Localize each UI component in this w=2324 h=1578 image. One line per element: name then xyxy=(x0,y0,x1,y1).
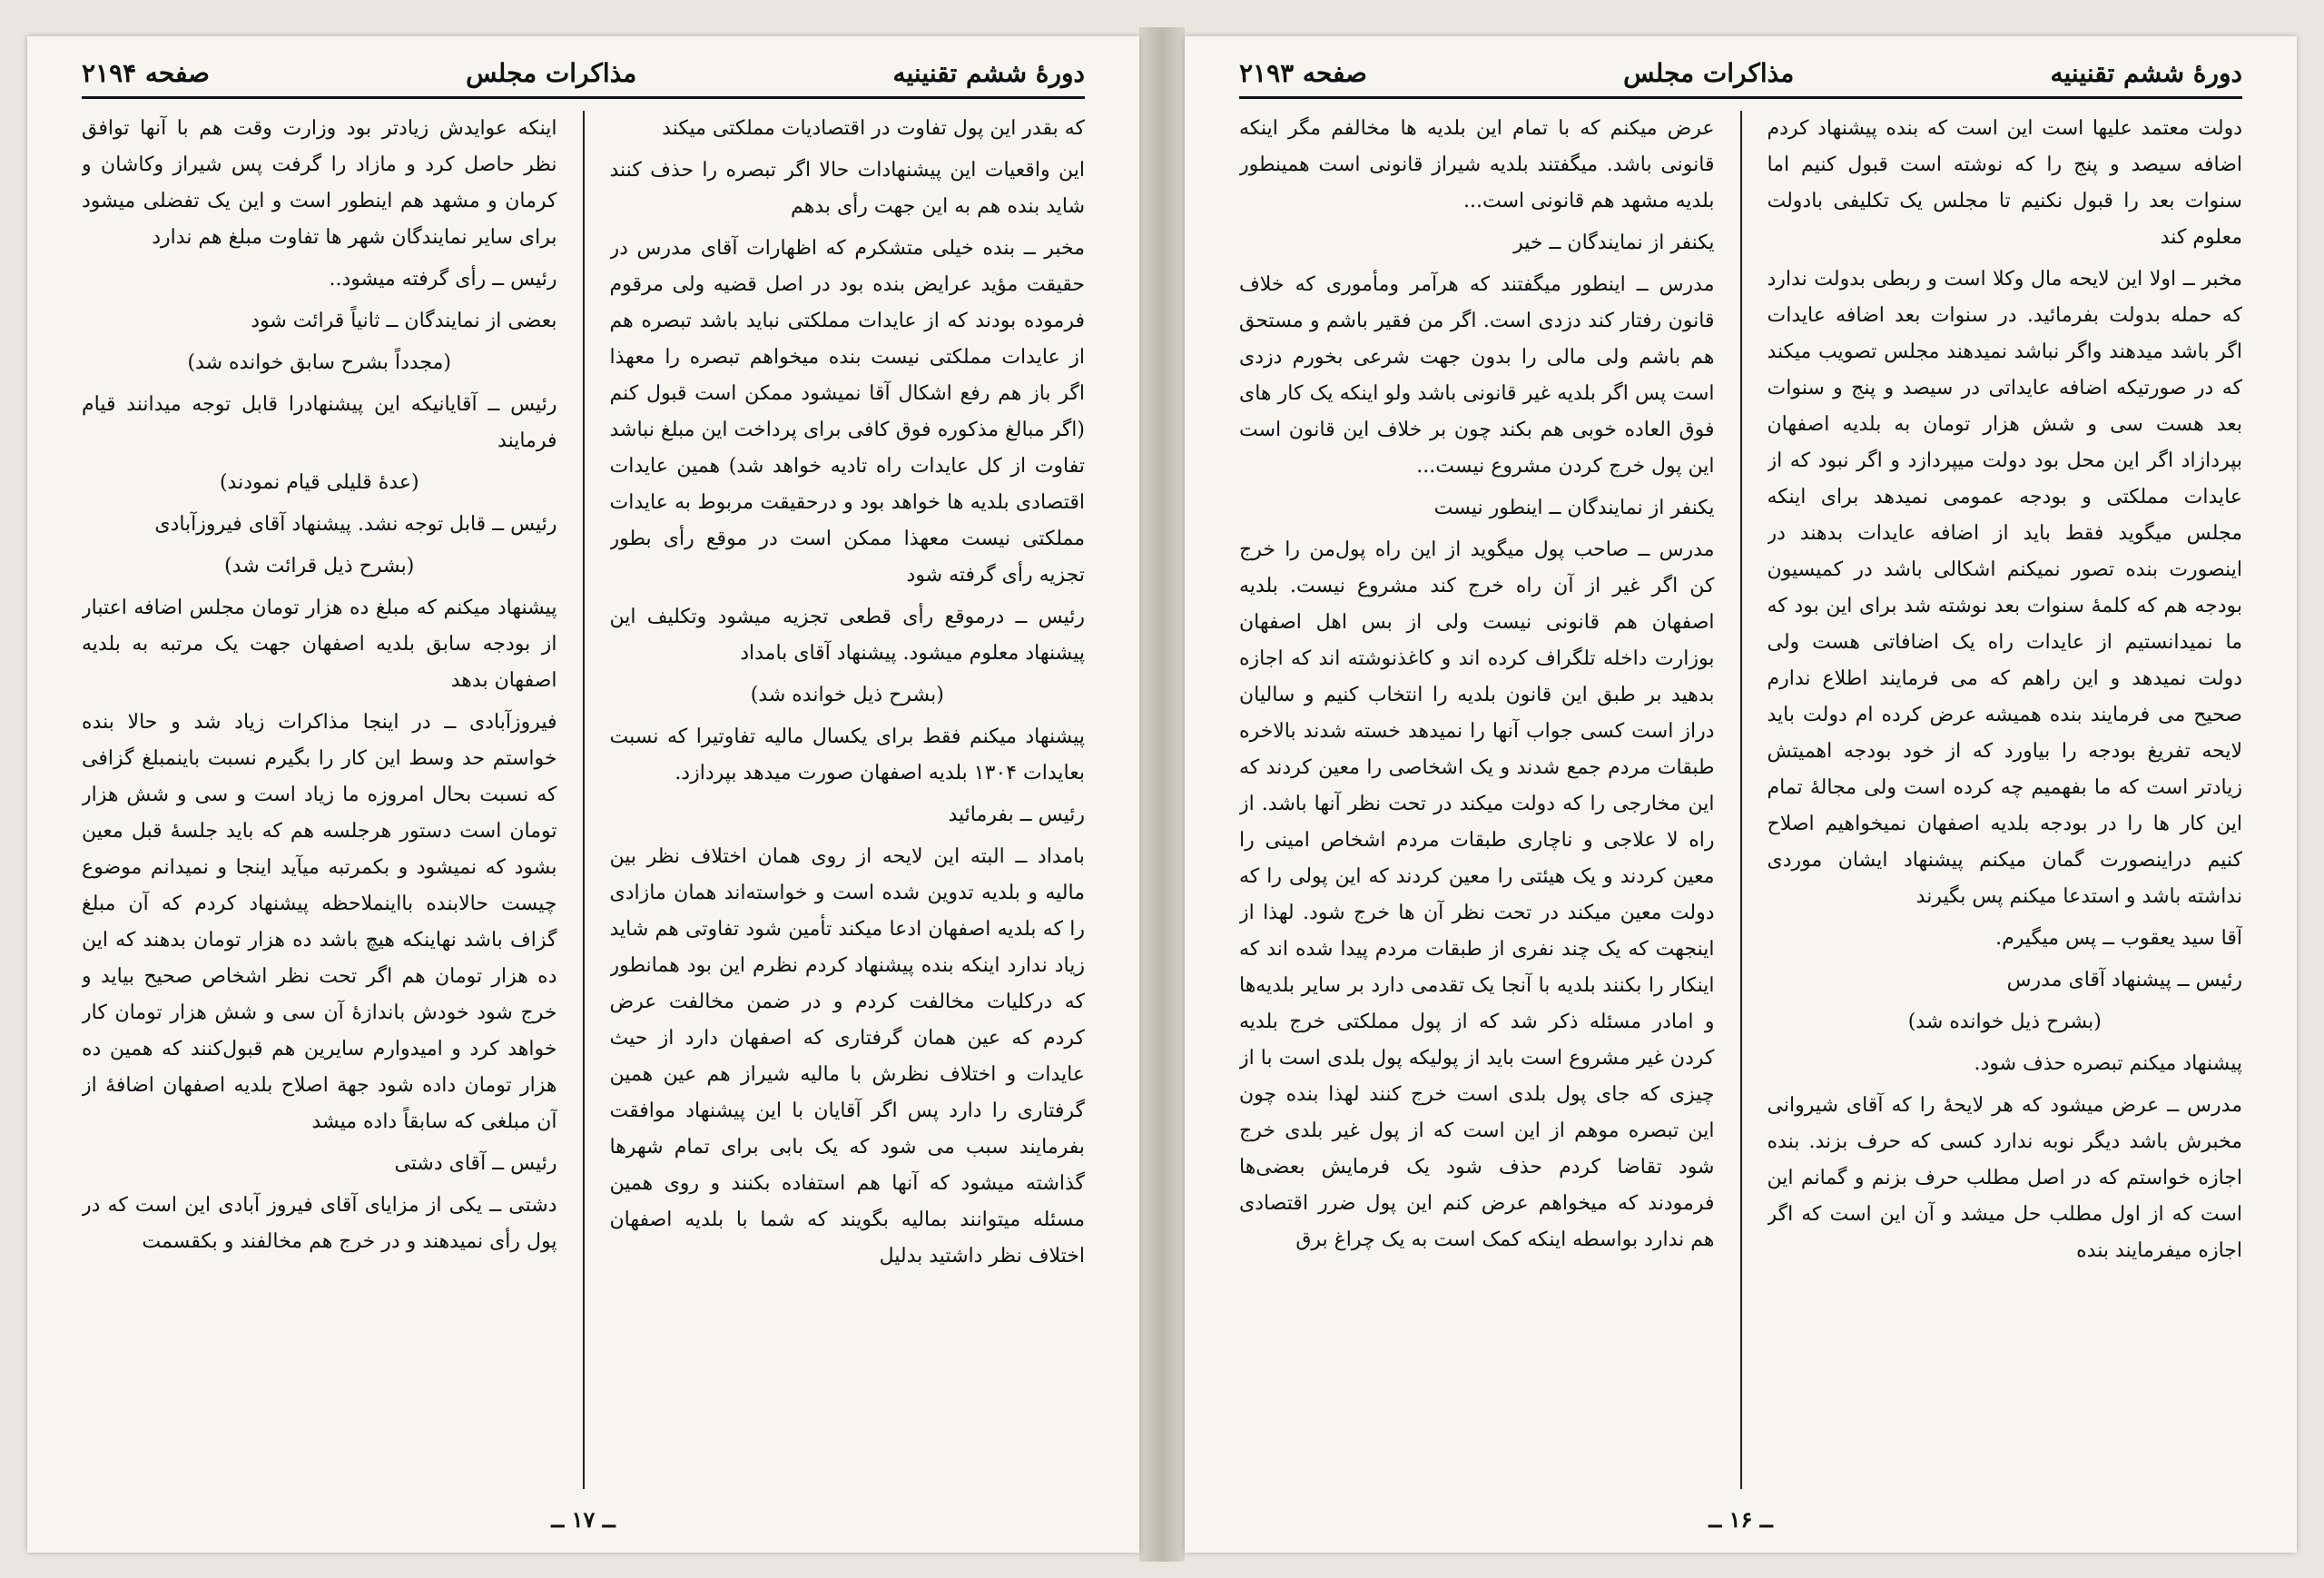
paragraph: بامداد ــ البته این لایحه از روی همان اختلاف نظر بین مالیه و بلدیه تدوین شده است و خواسته‌اند همان مازادی را که بلدیه اصفهان ادعا میکند تأمین شود تفاوتی هم شاید زیاد ندارد اینکه بنده پیشنهاد کردم نظرم این بود همانطور که درکلیات مخالفت کردم و در ضمن مخالفت عرض کردم که عین همان گرفتاری که اصفهان دارد از حیث عایدات و اختلاف نظرش با مالیه شیراز هم عین همین گرفتاری را دارد پس اگر آقایان با این پیشنهاد موافقت بفرمایند سبب می شود که یک بابی برای تمام شهرها گذاشته میشود که آنها هم استفاده بکنند و روی همین مسئله میتوانند بمالیه بگویند که شما با بلدیه اصفهان اختلاف نظر داشتید بدلیل xyxy=(609,845,1085,1267)
book-gutter xyxy=(1139,27,1185,1562)
column-right xyxy=(610,111,1086,1489)
paragraph: عرض میکنم که با تمام این بلدیه ها مخالفم مگر اینکه قانونی باشد. میگفتند بلدیه شیراز قانونی است همینطور بلدیه مشهد هم قانونی است... xyxy=(1239,117,1715,212)
paragraph: (مجدداً بشرح سابق خوانده شد) xyxy=(187,351,452,374)
text-columns xyxy=(1239,111,2242,1489)
paragraph: (بشرح ذیل خوانده شد) xyxy=(750,684,944,706)
header-rule xyxy=(82,96,1085,99)
paragraph: رئیس ــ پیشنهاد آقای مدرس xyxy=(2006,969,2242,991)
right-page xyxy=(1185,36,2297,1553)
page-header xyxy=(1239,53,2242,93)
paragraph: پیشنهاد میکنم فقط برای یکسال مالیه تفاوتیرا که نسبت بعایدات ۱۳۰۴ بلدیه اصفهان صورت میدهد بپردازد. xyxy=(609,725,1085,784)
page-number: ــ ۱۷ ــ xyxy=(551,1506,615,1533)
header-title: مذاکرات مجلس xyxy=(1623,57,1795,88)
paragraph: این واقعیات این پیشنهادات حالا اگر تبصره را حذف کنند شاید بنده هم به این جهت رأی بدهم xyxy=(609,159,1085,218)
column-divider xyxy=(1740,111,1742,1489)
paragraph: مدرس ــ عرض میشود که هر لایحهٔ را که آقای شیروانی مخبرش باشد دیگر نوبه ندارد کسی که حرف بزند. بنده اجازه خواستم که در اصل مطلب حرف بزنم و گمانم این است که از اول مطلب حل میشد و آن این است که اگر اجازه میفرمایند بنده xyxy=(1767,1094,2242,1262)
session-label: دورهٔ ششم تقنینیه xyxy=(2050,57,2242,88)
paragraph: رئیس ــ بفرمائید xyxy=(948,804,1085,826)
page-header xyxy=(82,53,1085,93)
paragraph: آقا سید یعقوب ــ پس میگیرم. xyxy=(1995,927,2242,950)
left-page xyxy=(27,36,1139,1553)
paragraph: یکنفر از نمایندگان ــ خیر xyxy=(1513,232,1715,254)
paragraph: رئیس ــ آقایانیکه این پیشنهادرا قابل توجه میدانند قیام فرمایند xyxy=(82,393,557,452)
paragraph: رئیس ــ آقای دشتی xyxy=(394,1152,557,1175)
paragraph: فیروزآبادی ــ در اینجا مذاکرات زیاد شد و حالا بنده خواستم حد وسط این کار را بگیرم نسبت باینمبلغ گزافی که نسبت بحال امروزه ما زیاد است و سی و شش هزار تومان است دستور هرجلسه هم که باید جلسهٔ قبل معین بشود که نمیشود و بکمرتبه میآید اینجا و نمیدانم موضوع چیست حالابنده بااینملاحظه پیشنهاد کردم که آن مبلغ گزاف باشد نهاینکه هیچ باشد ده هزار تومان بدهند که این ده هزار تومان هم اگر تحت نظر اشخاص صحیح بیاید و خرج شود خودش باندازهٔ آن سی و شش هزار تومان کار خواهد کرد و امیدوارم سایرین هم قبول‌کنند که همین ده هزار تومان داده شود جهة اصلاح بلدیه اصفهان اضافهٔ از آن مبلغی که سابقاً داده میشد xyxy=(82,711,557,1133)
paragraph: اینکه عوایدش زیادتر بود وزارت وقت هم با آنها توافق نظر حاصل کرد و مازاد را گرفت پس شیراز وکاشان و کرمان و مشهد هم اینطور است و این یک تفضلی میشود برای سایر نمایندگان شهر ها تفاوت مبلغ هم ندارد xyxy=(82,117,557,249)
session-label: دورهٔ ششم تقنینیه xyxy=(892,57,1085,88)
paragraph: دولت معتمد علیها است این است که بنده پیشنهاد کردم اضافه سیصد و پنج را که نوشته است قبول کنیم اما سنوات بعد را قبول نکنیم تا مجلس یک تکلیفی بادولت معلوم کند xyxy=(1767,117,2242,249)
page-label: صفحه ۲۱۹۳ xyxy=(1239,57,1367,88)
paragraph: رئیس ــ درموقع رأی قطعی تجزیه میشود وتکلیف این پیشنهاد معلوم میشود. پیشنهاد آقای بامداد xyxy=(609,606,1085,665)
paragraph: رئیس ــ رأی گرفته میشود.. xyxy=(329,268,557,291)
column-right xyxy=(1768,111,2243,1489)
paragraph: (عدهٔ قلیلی قیام نمودند) xyxy=(219,471,419,494)
paragraph: (بشرح ذیل خوانده شد) xyxy=(1907,1011,2102,1033)
paragraph: (بشرح ذیل قرائت شد) xyxy=(224,555,415,577)
page-label: صفحه ۲۱۹۴ xyxy=(82,57,210,88)
paragraph: پیشنهاد میکنم که مبلغ ده هزار تومان مجلس اضافه اعتبار از بودجه سابق بلدیه اصفهان جهت یک مرتبه به بلدیه اصفهان بدهد xyxy=(82,597,557,692)
paragraph: پیشنهاد میکنم تبصره حذف شود. xyxy=(1974,1052,2242,1075)
paragraph: مدرس ــ صاحب پول میگوید از این راه پول‌من را خرج کن اگر غیر از آن راه خرج کند مشروع نیست. بلدیه اصفهان هم قانونی نیست ولی از بس اهل اصفهان بوزارت داخله تلگراف کرده اند و کاغذنوشته اند که اجازه بدهید بر طبق این قانون بلدیه را انتخاب کنیم و سالیان دراز است کسی جواب آنها را نمیدهد خسته شدند بالاخره طبقات مردم جمع شدند و یک اشخاصی را معین کردند که این مخارجی را که دولت میکند در تحت نظر آنها باشد. از راه لا علاجی و ناچاری طبقات مردم اشخاص امینی را معین کردند و یک هیئتی را معین کردند که این پولی را که دولت معین میکند در تحت نظر آن ها خرج شود. لهذا از اینجهت که یک چند نفری از طبقات مردم پیدا شده اند که اینکار را بکنند بلدیه با آنجا یک تقدمی دارد بر سایر بلدیه‌ها و امادر مسئله ذکر شد که از پول مملکتی خرج بلدیه کردن غیر مشروع است باید از پولیکه پول بلدی است با از چیزی که جای پول بلدی است خرج کنند لهذا بنده چون این تبصره موهم از این است که از پول غیر بلدی خرج شود تقاضا کردم حذف شود یک فرمایش بعضی‌ها فرمودند که میخواهم عرض کنم این پول ضرر اقتصادی هم ندارد بواسطه اینکه کمک است به یک چراغ برق xyxy=(1239,538,1715,1251)
paragraph: مخبر ــ اولا این لایحه مال وکلا است و ربطی بدولت ندارد که حمله بدولت بفرمائید. در سنوات بعد اضافه عایدات اگر باشد میدهند واگر نباشد نمیدهند مجلس تصویب میکند که در صورتیکه اضافه عایداتی در سیصد و پنج و سنوات بعد هست سی و شش هزار تومان به بلدیه اصفهان بپردازاد اگر این محل بود دولت میپردازد و اگر نبود که از عایدات مملکتی و بودجه عمومی نمیدهد برای اینکه مجلس میگوید فقط باید از اضافه عایدات بدهند در اینصورت بنده تصور نمیکنم اشکالی باشد در کمیسیون بودجه هم که کلمهٔ سنوات بعد نوشته شد برای این بود که ما نمیدانستیم از عایدات راه یک اضافاتی هست ولی دولت نمیدهد و این راهم که می فرمایند اطلاع ندارم صحیح می فرمایند بنده همیشه عرض کرده ام دولت باید لایحه تفریغ بودجه را بیاورد که از خود بودجه اهمیتش زیادتر است که ما بفهمیم چه کرده است ولی مجالهٔ تمام این کار ها را در بودجه بلدیه اصفهان نمیخواهیم اصلاح کنیم دراینصورت گمان میکنم پیشنهاد ایشان موردی نداشته باشد و استدعا میکنم پس بگیرند xyxy=(1767,268,2242,908)
page-number: ــ ۱۶ ــ xyxy=(1709,1506,1773,1533)
paragraph: رئیس ــ قابل توجه نشد. پیشنهاد آقای فیروزآبادی xyxy=(154,513,557,536)
paragraph: یکنفر از نمایندگان ــ اینطور نیست xyxy=(1433,497,1715,519)
header-rule xyxy=(1239,96,2242,99)
text-columns xyxy=(82,111,1085,1489)
paragraph: مدرس ــ اینطور میگفتند که هرآمر ومأموری که خلاف قانون رفتار کند دزدی است. اگر من فقیر باشم و مستحق هم باشم ولی مالی را بدون جهت شرعی بخورم دزدی است پس اگر بلدیه غیر قانونی باشد ولو اینکه یک کار های فوق العاده خوبی هم بکند چون بر خلاف این قانون است این پول خرج کردن مشروع نیست... xyxy=(1239,273,1715,478)
column-divider xyxy=(583,111,585,1489)
paragraph: دشتی ــ یکی از مزایای آقای فیروز آبادی این است که در پول رأی نمیدهند و در خرج هم مخالفند و بکقسمت xyxy=(82,1194,557,1253)
column-left xyxy=(1239,111,1715,1489)
paragraph: که بقدر این پول تفاوت در اقتصادیات مملکتی میکند xyxy=(662,117,1085,140)
header-title: مذاکرات مجلس xyxy=(466,57,637,88)
paragraph: مخبر ــ بنده خیلی متشکرم که اظهارات آقای مدرس در حقیقت مؤید عرایض بنده بود در اصل قضیه ولی مرقوم فرموده بودند که از عایدات مملکتی نباید باشد تبصره هم از عایدات مملکتی نیست بنده میخواهم تبصره را معهذا اگر باز هم رفع اشکال آقا نمیشود ممکن است قبول کنم (اگر مبالغ مذکوره فوق کافی برای پرداخت این مبلغ نباشد تفاوت از کل عایدات راه تادیه خواهد شد) همین عایدات اقتصادی بلدیه ها خواهد بود و درحقیقت مربوط به عایدات مملکتی نیست معهذا ممکن است در موقع رأی بطور تجزیه رأی گرفته شود xyxy=(609,237,1085,587)
paragraph: بعضی از نمایندگان ــ ثانیاً قرائت شود xyxy=(251,310,557,332)
column-left xyxy=(82,111,557,1489)
